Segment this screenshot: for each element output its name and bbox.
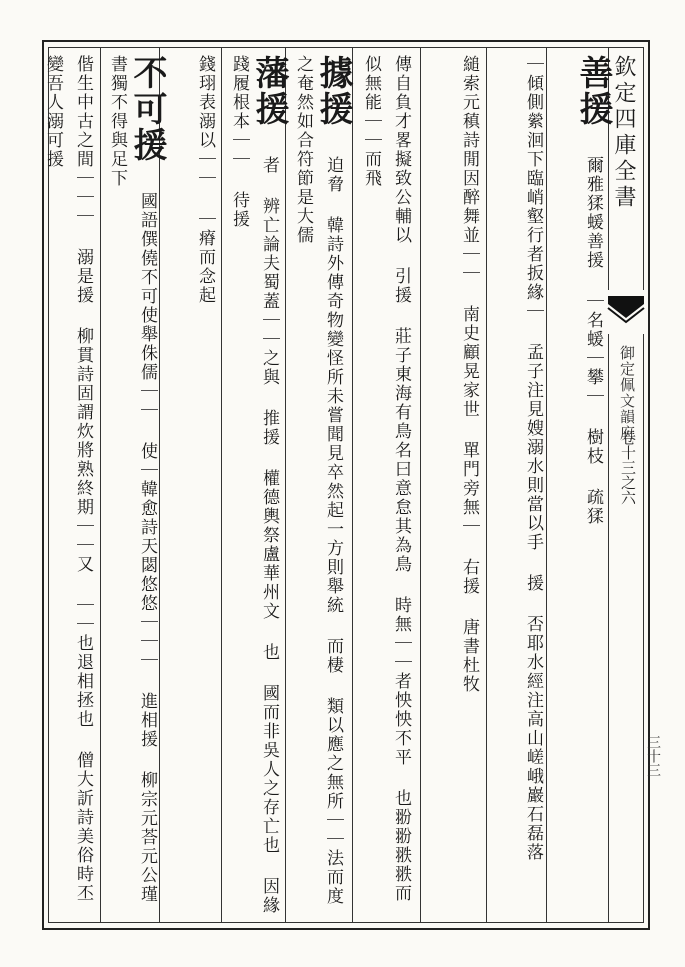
entry-text: 國語僎僥不可使舉侏儒｜｜ 使｜韓愈詩天閟悠悠｜｜｜ 進相援 柳宗元荅元公瑾 書獨不得與足下 bbox=[107, 55, 157, 904]
column-rule bbox=[486, 47, 487, 923]
entry-headword: 不可援 bbox=[127, 55, 167, 163]
column-rule bbox=[100, 47, 101, 923]
entry-text: 縋索元稹詩閒因醉舞並｜｜ 南史顧晃家世 單門旁無｜ 右援 唐書杜牧 bbox=[459, 55, 479, 694]
margin-page-number: 三十三 bbox=[645, 735, 661, 777]
entry-text: 爾雅猱蝯善援 ｜名蝯｜攀｜ 樹枝 疏猱 bbox=[583, 156, 603, 526]
entry-headword: 據援 bbox=[313, 55, 353, 127]
entry-text: 者 辨亡論夫蜀蓋｜｜之與 推援 權德輿祭盧華州文 也 國而非吳人之存亡也 因緣踐履根本｜｜ 待援 bbox=[229, 55, 279, 915]
text-column-3 bbox=[426, 55, 484, 921]
column-rule bbox=[285, 47, 286, 923]
text-column-5 bbox=[290, 55, 353, 921]
text-column-4 bbox=[358, 55, 416, 921]
text-column-9 bbox=[43, 55, 98, 921]
margin-juan-number: 卷十三之六 bbox=[619, 430, 637, 505]
text-column-6 bbox=[226, 55, 289, 921]
entry-text: 錢珝表溺以｜｜ ｜瘠而念起 bbox=[195, 55, 215, 305]
margin-book-title: 欽定四庫全書 bbox=[611, 55, 636, 211]
column-rule bbox=[221, 47, 222, 923]
fishtail-ornament bbox=[608, 290, 644, 334]
entry-headword: 藩援 bbox=[249, 55, 289, 127]
text-column-8 bbox=[104, 55, 167, 921]
entry-text: ｜傾側縈洄下臨峭壑行者扳緣｜ 孟子注見嫂溺水則當以手 援 否耶水經注高山嵯峨巖石磊落 bbox=[523, 55, 543, 862]
entry-text: 偕生中古之間｜｜｜ 溺是援 柳貫詩固謂炊將熟終期｜｜又 ｜｜也退相拯也 僧大訢詩美俗時丕變吾人溺可援 bbox=[43, 55, 93, 903]
entry-text: 迫脅 韓詩外傳奇物變怪所未嘗聞見卒然起一方則舉統 而棲 類以應之無所｜｜法而度之奄然如合符節是大儒 bbox=[293, 55, 343, 906]
text-column-1 bbox=[550, 55, 613, 921]
margin-book-name: 御定佩文韻府 bbox=[618, 345, 636, 441]
column-rule bbox=[420, 47, 421, 923]
column-rule bbox=[352, 47, 353, 923]
text-column-7 bbox=[164, 55, 220, 921]
text-column-2 bbox=[490, 55, 548, 921]
entry-text: 傳自負才畧擬致公輔以 引援 莊子東海有鳥名曰意怠其為鳥 時無｜｜者怏怏不平 也翂翂翐翐而似無能｜｜而飛 bbox=[361, 55, 411, 903]
entry-headword: 善援 bbox=[573, 55, 613, 127]
